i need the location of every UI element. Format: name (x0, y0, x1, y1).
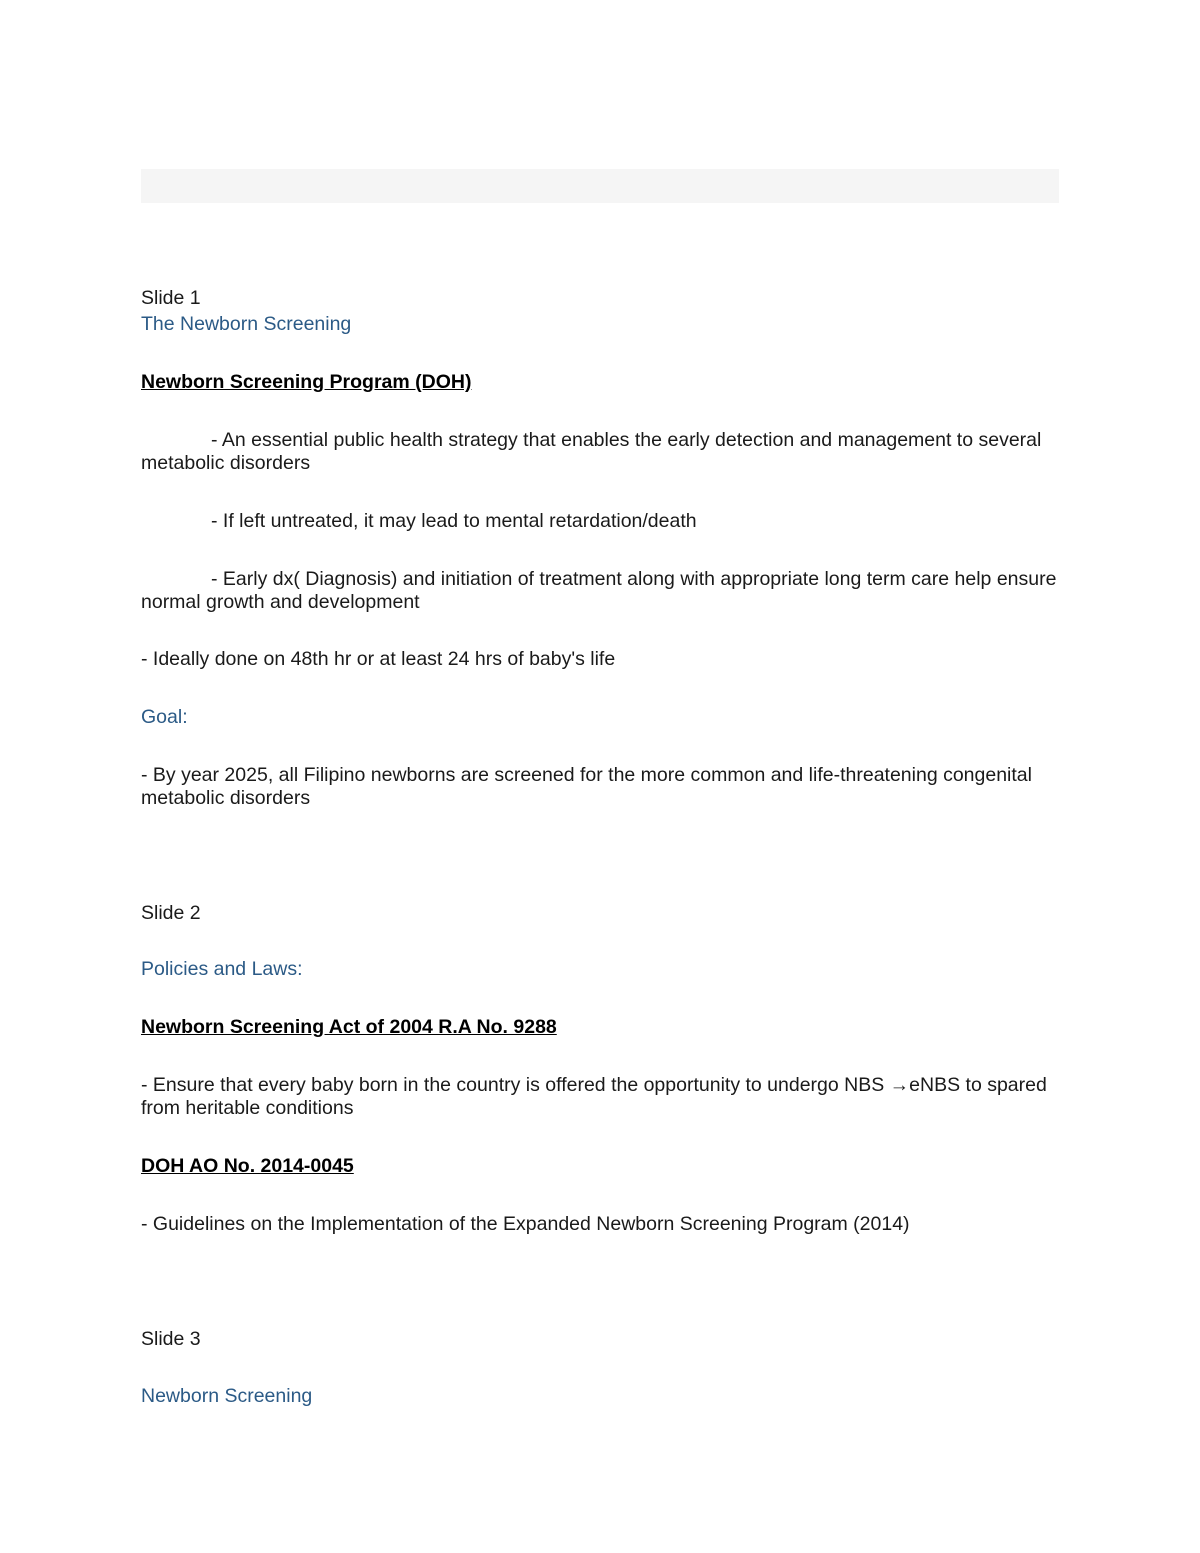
slide-2-title: Policies and Laws: (141, 958, 303, 980)
slide-3-label: Slide 3 (141, 1328, 201, 1350)
bullet-essential-strategy: - An essential public health strategy that enables the early detection and management to several metabolic disorders (141, 429, 1042, 474)
bullet-ideally-done: - Ideally done on 48th hr or at least 24 hrs of baby's life (141, 648, 616, 670)
act-text: - Ensure that every baby born in the country is offered the opportunity to undergo NBS →eNBS to spared from heritable conditions (141, 1074, 1047, 1119)
slide-3-title: Newborn Screening (141, 1385, 313, 1407)
goal-text: - By year 2025, all Filipino newborns are screened for the more common and life-threatening congenital metabolic disorders (141, 764, 1032, 809)
newborn-screening-act-heading: Newborn Screening Act of 2004 R.A No. 9288 (141, 1016, 557, 1038)
doh-ao-heading: DOH AO No. 2014-0045 (141, 1155, 354, 1177)
newborn-screening-program-heading: Newborn Screening Program (DOH) (141, 371, 472, 393)
header-bar (141, 169, 1059, 203)
slide-1-title: The Newborn Screening (141, 313, 352, 335)
slide-1-label: Slide 1 (141, 287, 201, 309)
bullet-untreated: - If left untreated, it may lead to mental retardation/death (211, 510, 697, 532)
bullet-early-diagnosis: - Early dx( Diagnosis) and initiation of treatment along with appropriate long term care help ensure normal growth and development (141, 568, 1057, 613)
goal-heading: Goal: (141, 706, 188, 728)
slide-2-label: Slide 2 (141, 902, 201, 924)
doh-ao-text: - Guidelines on the Implementation of the Expanded Newborn Screening Program (2014) (141, 1213, 910, 1235)
